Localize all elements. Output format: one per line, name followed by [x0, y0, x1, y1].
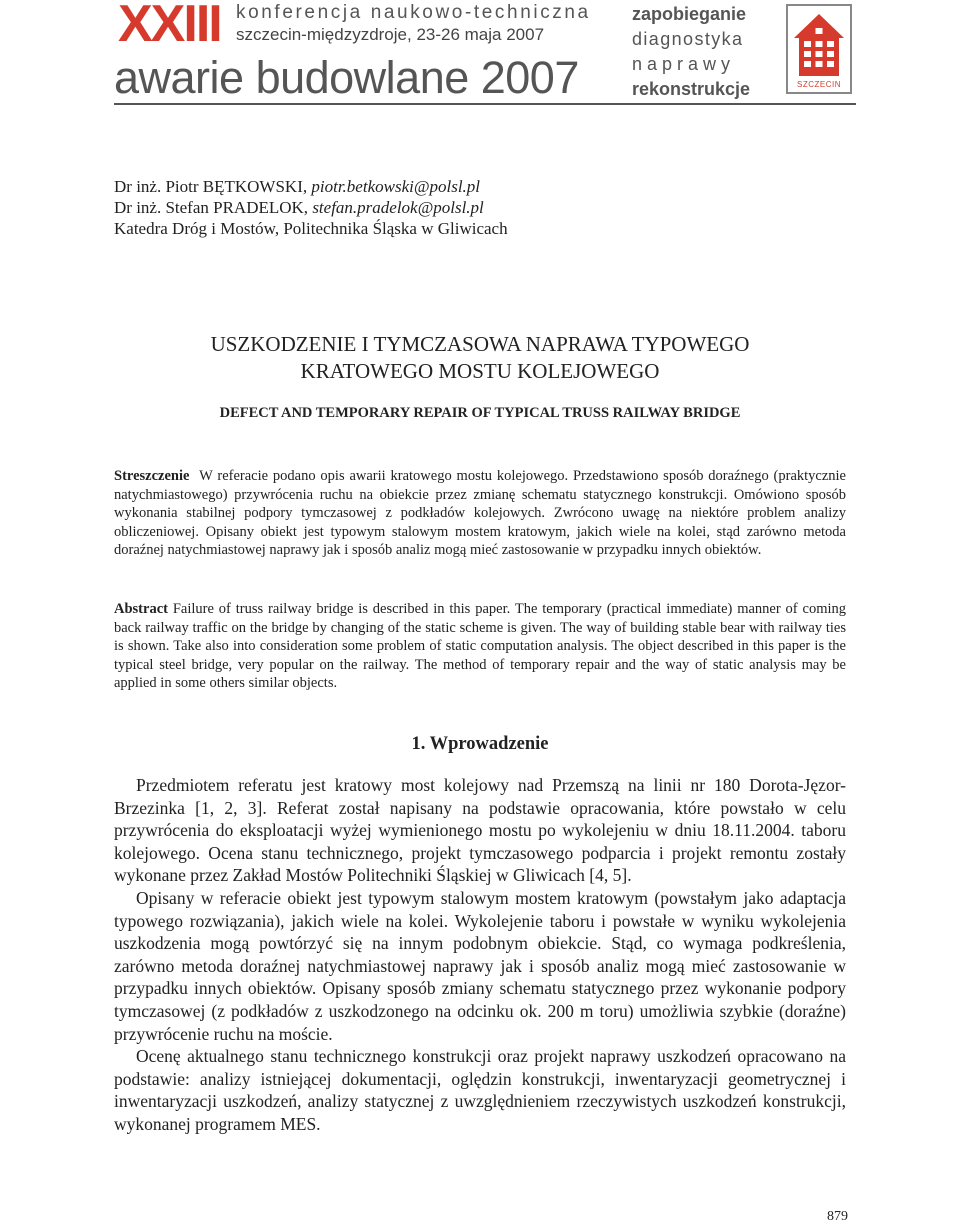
conference-header: [0, 0, 960, 110]
topic-item: zapobieganie: [632, 4, 747, 24]
topic-item: rekonstrukcje: [632, 79, 751, 99]
title-line: USZKODZENIE I TYMCZASOWA NAPRAWA TYPOWEGO: [210, 332, 750, 356]
logo-caption: SZCZECIN: [797, 80, 841, 89]
body-paragraph: Przedmiotem referatu jest kratowy most kolejowy nad Przemszą na linii nr 180 Dorota-Jęzor-Brzezinka [1, 2, 3]. Referat został napisany na podstawie opracowania, które powstało w celu przywrócenia do eksploatacji wyżej wymienionego mostu po wykolejeniu w dniu 18.11.2004. taboru kolejowego. Ocena stanu technicznego, projekt tymczasowego podparcia i projekt remontu zostały wykonane przez Zakład Mostów Politechniki Śląskiej w Gliwicach [4, 5].: [114, 775, 846, 886]
conference-edition: XXIII: [118, 0, 221, 53]
title-line: KRATOWEGO MOSTU KOLEJOWEGO: [300, 359, 660, 383]
abstract-label: Abstract: [114, 601, 168, 617]
author-email: piotr.betkowski@polsl.pl: [311, 177, 481, 196]
topic-item: diagnostyka: [632, 29, 744, 49]
abstract-english: [114, 600, 846, 693]
abstract-text: W referacie podano opis awarii kratowego mostu kolejowego. Przedstawiono sposób doraźnego (praktycznie natychmiastowego) przywrócenia ruchu na obiekcie przez zmianę schematu statycznego konstrukcji. Omówiono sposób wykonania stabilnej podpory tymczasowej z podkładów kolejowych. Zwrócono uwagę na niektóre problem analizy obliczeniowej. Opisany obiekt jest typowym stalowym mostem kratowym, jakich wiele na kolei, stąd zarówno metoda doraźnej natychmiastowej naprawy jak i sposób analiz mogą mieć zastosowanie w przypadku innych obiektów.: [114, 468, 846, 559]
abstract-text: Failure of truss railway bridge is described in this paper. The temporary (practical immediate) manner of coming back railway traffic on the bridge by changing of the static scheme is given. The way of building stable bear with railway ties is shown. Take also into consideration some problem of static computation analysis. The object described in this paper is the typical steel bridge, very popular on the railway. The method of temporary repair and the way of static analysis may be applied in some others similar objects.: [114, 601, 846, 692]
paper-title-polish: [114, 331, 846, 385]
abstract-polish: [114, 467, 846, 560]
author-email: stefan.pradelok@polsl.pl: [312, 198, 484, 217]
szczecin-logo: [786, 4, 852, 94]
author-line: [114, 176, 508, 197]
section-heading: 1. Wprowadzenie: [411, 734, 549, 754]
author-name: Dr inż. Piotr BĘTKOWSKI,: [114, 177, 312, 196]
body-paragraph: Ocenę aktualnego stanu technicznego konstrukcji oraz projekt naprawy uszkodzeń opracowano na podstawie: analizy istniejącej dokumentacji, oględzin konstrukcji, inwentaryzacji geometrycznej i inwentaryzacji uszkodzeń, analizy statycznej z uwzględnieniem rzeczywistych uszkodzeń konstrukcji, wykonanej programem MES.: [114, 1046, 846, 1134]
author-affiliation: Katedra Dróg i Mostów, Politechnika Śląska w Gliwicach: [114, 219, 508, 238]
abstract-label: Streszczenie: [114, 468, 190, 484]
author-block: [114, 176, 508, 239]
conference-name: konferencja naukowo-techniczna: [236, 2, 591, 23]
building-icon: [788, 8, 850, 80]
conference-location-date: szczecin-międzyzdroje, 23-26 maja 2007: [236, 25, 545, 44]
conference-topics: [632, 2, 750, 102]
topic-item: naprawy: [632, 54, 736, 74]
author-line: [114, 197, 508, 218]
section-body: [114, 774, 846, 1136]
header-divider: [114, 103, 856, 105]
page-number: 879: [827, 1209, 848, 1224]
paper-title-english: DEFECT AND TEMPORARY REPAIR OF TYPICAL TRUSS RAILWAY BRIDGE: [219, 405, 741, 421]
conference-title: awarie budowlane 2007: [114, 52, 579, 103]
body-paragraph: Opisany w referacie obiekt jest typowym stalowym mostem kratowym (powstałym jako adaptacja typowego rozwiązania), jakich wiele na kolei. Wykolejenie taboru i powstałe w wyniku wykolejenia uszkodzenia mogą powtórzyć się na innym podobnym obiekcie. Stąd, co wymaga podkreślenia, zarówno metoda doraźnej natychmiastowej naprawy jak i sposób analiz mogą mieć zastosowanie w przypadku innych obiektów. Opisany sposób zmiany schematu statycznego przez wykonanie podpory tymczasowej (z podkładów z uszkodzonego na odcinku ok. 200 m toru) umożliwia szybkie (doraźne) przywrócenie ruchu na moście.: [114, 887, 846, 1044]
author-name: Dr inż. Stefan PRADELOK,: [114, 198, 313, 217]
